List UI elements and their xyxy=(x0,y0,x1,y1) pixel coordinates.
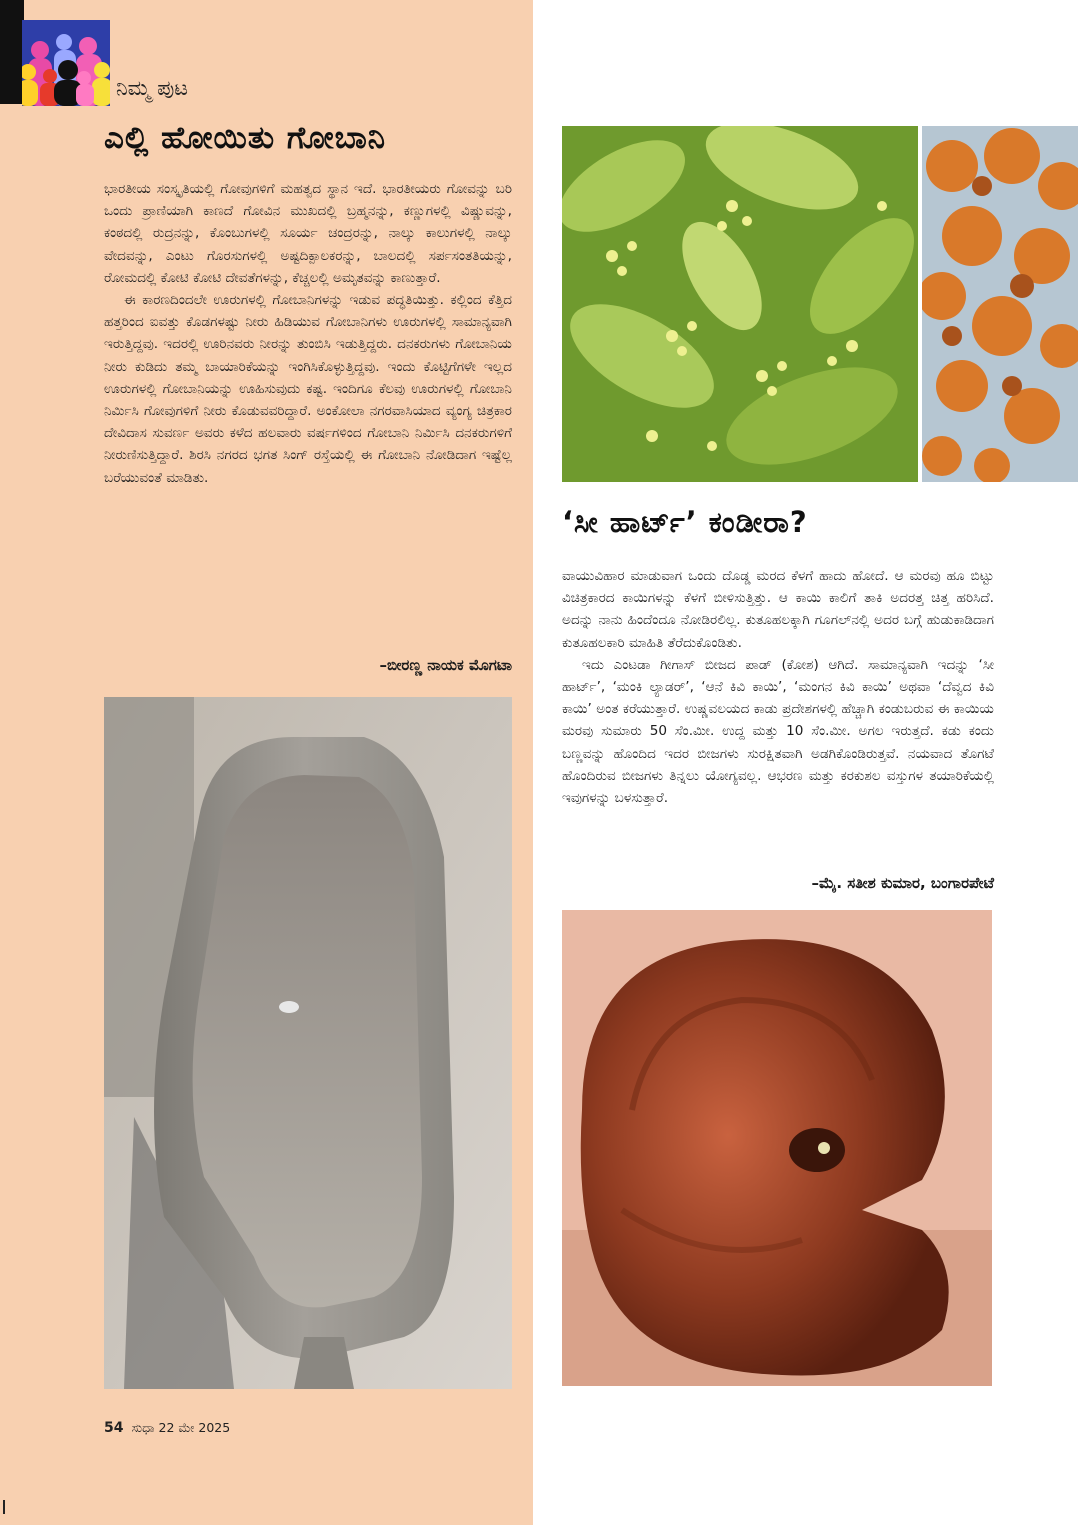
byline-sea-heart: –ಮೈ. ಸತೀಶ ಕುಮಾರ, ಬಂಗಾರಪೇಟೆ xyxy=(811,874,994,892)
article-body-gobani xyxy=(104,178,512,489)
crop-mark xyxy=(3,1500,5,1514)
sea-heart-pod-photo xyxy=(562,910,992,1386)
issue-info: ಸುಧಾ 22 ಮೇ 2025 xyxy=(131,1420,231,1435)
page-number: 54 xyxy=(104,1420,124,1436)
paragraph: ಇದು ಎಂಟಡಾ ಗೀಗಾಸ್ ಬೀಜದ ಪಾಡ್ (ಕೋಶ) ಆಗಿದೆ. ಸಾಮಾನ್ಯವಾಗಿ ಇದನ್ನು ‘ಸೀ ಹಾರ್ಟ್’, ‘ಮಂಕಿ ಲ್ಯಾಡರ್’, ‘ಆನೆ ಕಿವಿ ಕಾಯಿ’, ‘ಮಂಗನ ಕಿವಿ ಕಾಯಿ’ ಅಥವಾ ‘ದೆವ್ವದ ಕಿವಿ ಕಾಯಿ’ ಅಂತ ಕರೆಯುತ್ತಾರೆ. ಉಷ್ಣವಲಯದ ಕಾಡು ಪ್ರದೇಶಗಳಲ್ಲಿ ಹೆಚ್ಚಾಗಿ ಕಂಡುಬರುವ ಈ ಕಾಯಿಯ ಮರವು ಸುಮಾರು 50 ಸೆಂ.ಮೀ. ಉದ್ದ ಮತ್ತು 10 ಸೆಂ.ಮೀ. ಅಗಲ ಇರುತ್ತದೆ. ಕಡು ಕಂದು ಬಣ್ಣವನ್ನು ಹೊಂದಿದ ಇದರ ಬೀಜಗಳು ಸುರಕ್ಷಿತವಾಗಿ ಅಡಗಿಕೊಂಡಿರುತ್ತವೆ. ನಯವಾದ ತೊಗಟೆ ಹೊಂದಿರುವ ಬೀಜಗಳು ತಿನ್ನಲು ಯೋಗ್ಯವಲ್ಲ. ಆಭರಣ ಮತ್ತು ಕರಕುಶಲ ವಸ್ತುಗಳ ತಯಾರಿಕೆಯಲ್ಲಿ ಇವುಗಳನ್ನು ಬಳಸುತ್ತಾರೆ. xyxy=(562,656,994,807)
byline-gobani: –ಬೀರಣ್ಣ ನಾಯಕ ಮೊಗಟಾ xyxy=(379,656,512,674)
paragraph: ವಾಯುವಿಹಾರ ಮಾಡುವಾಗ ಒಂದು ದೊಡ್ಡ ಮರದ ಕೆಳಗೆ ಹಾದು ಹೋದೆ. ಆ ಮರವು ಹೂ ಬಿಟ್ಟು ವಿಚಿತ್ರಕಾರದ ಕಾಯಿಗಳನ್ನು ಕೆಳಗೆ ಬೀಳಿಸುತ್ತಿತ್ತು. ಆ ಕಾಯಿ ಕಾಲಿಗೆ ತಾಕಿ ಅದರತ್ತ ಚಿತ್ತ ಹರಿಸಿದೆ. ಅದನ್ನು ನಾನು ಹಿಂದೆಂದೂ ನೋಡಿರಲಿಲ್ಲ. ಕುತೂಹಲಕ್ಕಾಗಿ ಗೂಗಲ್‌ನಲ್ಲಿ ಅದರ ಬಗ್ಗೆ ಹುಡುಕಾಡಿದಾಗ ಕುತೂಹಲಕಾರಿ ಮಾಹಿತಿ ತೆರೆದುಕೊಂಡಿತು. xyxy=(562,568,994,651)
black-strip xyxy=(0,0,24,104)
crowd-logo-icon xyxy=(22,20,110,106)
section-logo xyxy=(22,20,110,106)
page-footer xyxy=(104,1420,230,1436)
paragraph: ಭಾರತೀಯ ಸಂಸ್ಕೃತಿಯಲ್ಲಿ ಗೋವುಗಳಿಗೆ ಮಹತ್ವದ ಸ್ಥಾನ ಇದೆ. ಭಾರತೀಯರು ಗೋವನ್ನು ಬರಿ ಒಂದು ಪ್ರಾಣಿಯಾಗಿ ಕಾಣದೆ ಗೋವಿನ ಮುಖದಲ್ಲಿ ಬ್ರಹ್ಮನನ್ನು, ಕಣ್ಣುಗಳಲ್ಲಿ ವಿಷ್ಣುವನ್ನು, ಕಂಠದಲ್ಲಿ ರುದ್ರನನ್ನು, ಕೊಂಬುಗಳಲ್ಲಿ ಸೂರ್ಯ ಚಂದ್ರರನ್ನು, ನಾಲ್ಕು ಕಾಲುಗಳಲ್ಲಿ ನಾಲ್ಕು ವೇದವನ್ನು, ಎಂಟು ಗೊರಸುಗಳಲ್ಲಿ ಅಷ್ಟದಿಕ್ಪಾಲಕರನ್ನು, ಬಾಲದಲ್ಲಿ ಸರ್ಪಸಂತತಿಯನ್ನು, ರೋಮದಲ್ಲಿ ಕೋಟಿ ಕೋಟಿ ದೇವತೆಗಳನ್ನು, ಕೆಚ್ಚಲಲ್ಲಿ ಅಮೃತವನ್ನು ಕಾಣುತ್ತಾರೆ. xyxy=(104,181,512,286)
article-title-sea-heart: ‘ಸೀ ಹಾರ್ಟ್’ ಕಂಡೀರಾ? xyxy=(562,505,808,539)
yellow-flowers-photo xyxy=(562,126,918,482)
stone-trough-photo xyxy=(104,697,512,1389)
paragraph: ಈ ಕಾರಣದಿಂದಲೇ ಊರುಗಳಲ್ಲಿ ಗೋಬಾನಿಗಳನ್ನು ಇಡುವ ಪದ್ಧತಿಯಿತ್ತು. ಕಲ್ಲಿಂದ ಕೆತ್ತಿದ ಹತ್ತರಿಂದ ಐವತ್ತು ಕೊಡಗಳಷ್ಟು ನೀರು ಹಿಡಿಯುವ ಗೋಬಾನಿಗಳು ಊರುಗಳಲ್ಲಿ ಸಾಮಾನ್ಯವಾಗಿ ಇರುತ್ತಿದ್ದವು. ಇದರಲ್ಲಿ ಊರಿನವರು ನೀರನ್ನು ತುಂಬಿಸಿ ಇಡುತ್ತಿದ್ದರು. ದನಕರುಗಳು ಗೋಬಾನಿಯ ನೀರು ಕುಡಿದು ತಮ್ಮ ಬಾಯಾರಿಕೆಯನ್ನು ಇಂಗಿಸಿಕೊಳ್ಳುತ್ತಿದ್ದವು. ಇಂದು ಕೊಟ್ಟಿಗೆಗಳೇ ಇಲ್ಲದ ಊರುಗಳಲ್ಲಿ ಗೋಬಾನಿಯನ್ನು ಊಹಿಸುವುದು ಕಷ್ಟ. ಇಂದಿಗೂ ಕೆಲವು ಊರುಗಳಲ್ಲಿ ಗೋಬಾನಿ ನಿರ್ಮಿಸಿ ಗೋವುಗಳಿಗೆ ನೀರು ಕೊಡುವವರಿದ್ದಾರೆ. ಅಂಕೋಲಾ ನಗರವಾಸಿಯಾದ ವ್ಯಂಗ್ಯ ಚಿತ್ರಕಾರ ದೇವಿದಾಸ ಸುವರ್ಣ ಅವರು ಕಳೆದ ಹಲವಾರು ವರ್ಷಗಳಿಂದ ಗೋಬಾನಿ ನಿರ್ಮಿಸಿ ದನಕರುಗಳಿಗೆ ನೀರುಣಿಸುತ್ತಿದ್ದಾರೆ. ಶಿರಸಿ ನಗರದ ಭಗತ ಸಿಂಗ್ ರಸ್ತೆಯಲ್ಲಿ ಈ ಗೋಬಾನಿ ನೋಡಿದಾಗ ಇಷ್ಟೆಲ್ಲ ಬರೆಯುವಂತೆ ಮಾಡಿತು. xyxy=(104,292,512,486)
article-title-gobani: ಎಲ್ಲಿ ಹೋಯಿತು ಗೋಬಾನಿ xyxy=(104,120,387,156)
article-body-sea-heart xyxy=(562,565,994,809)
orange-blossom-tree-photo xyxy=(922,126,1078,482)
section-label: ನಿಮ್ಮ ಪುಟ xyxy=(116,76,188,100)
